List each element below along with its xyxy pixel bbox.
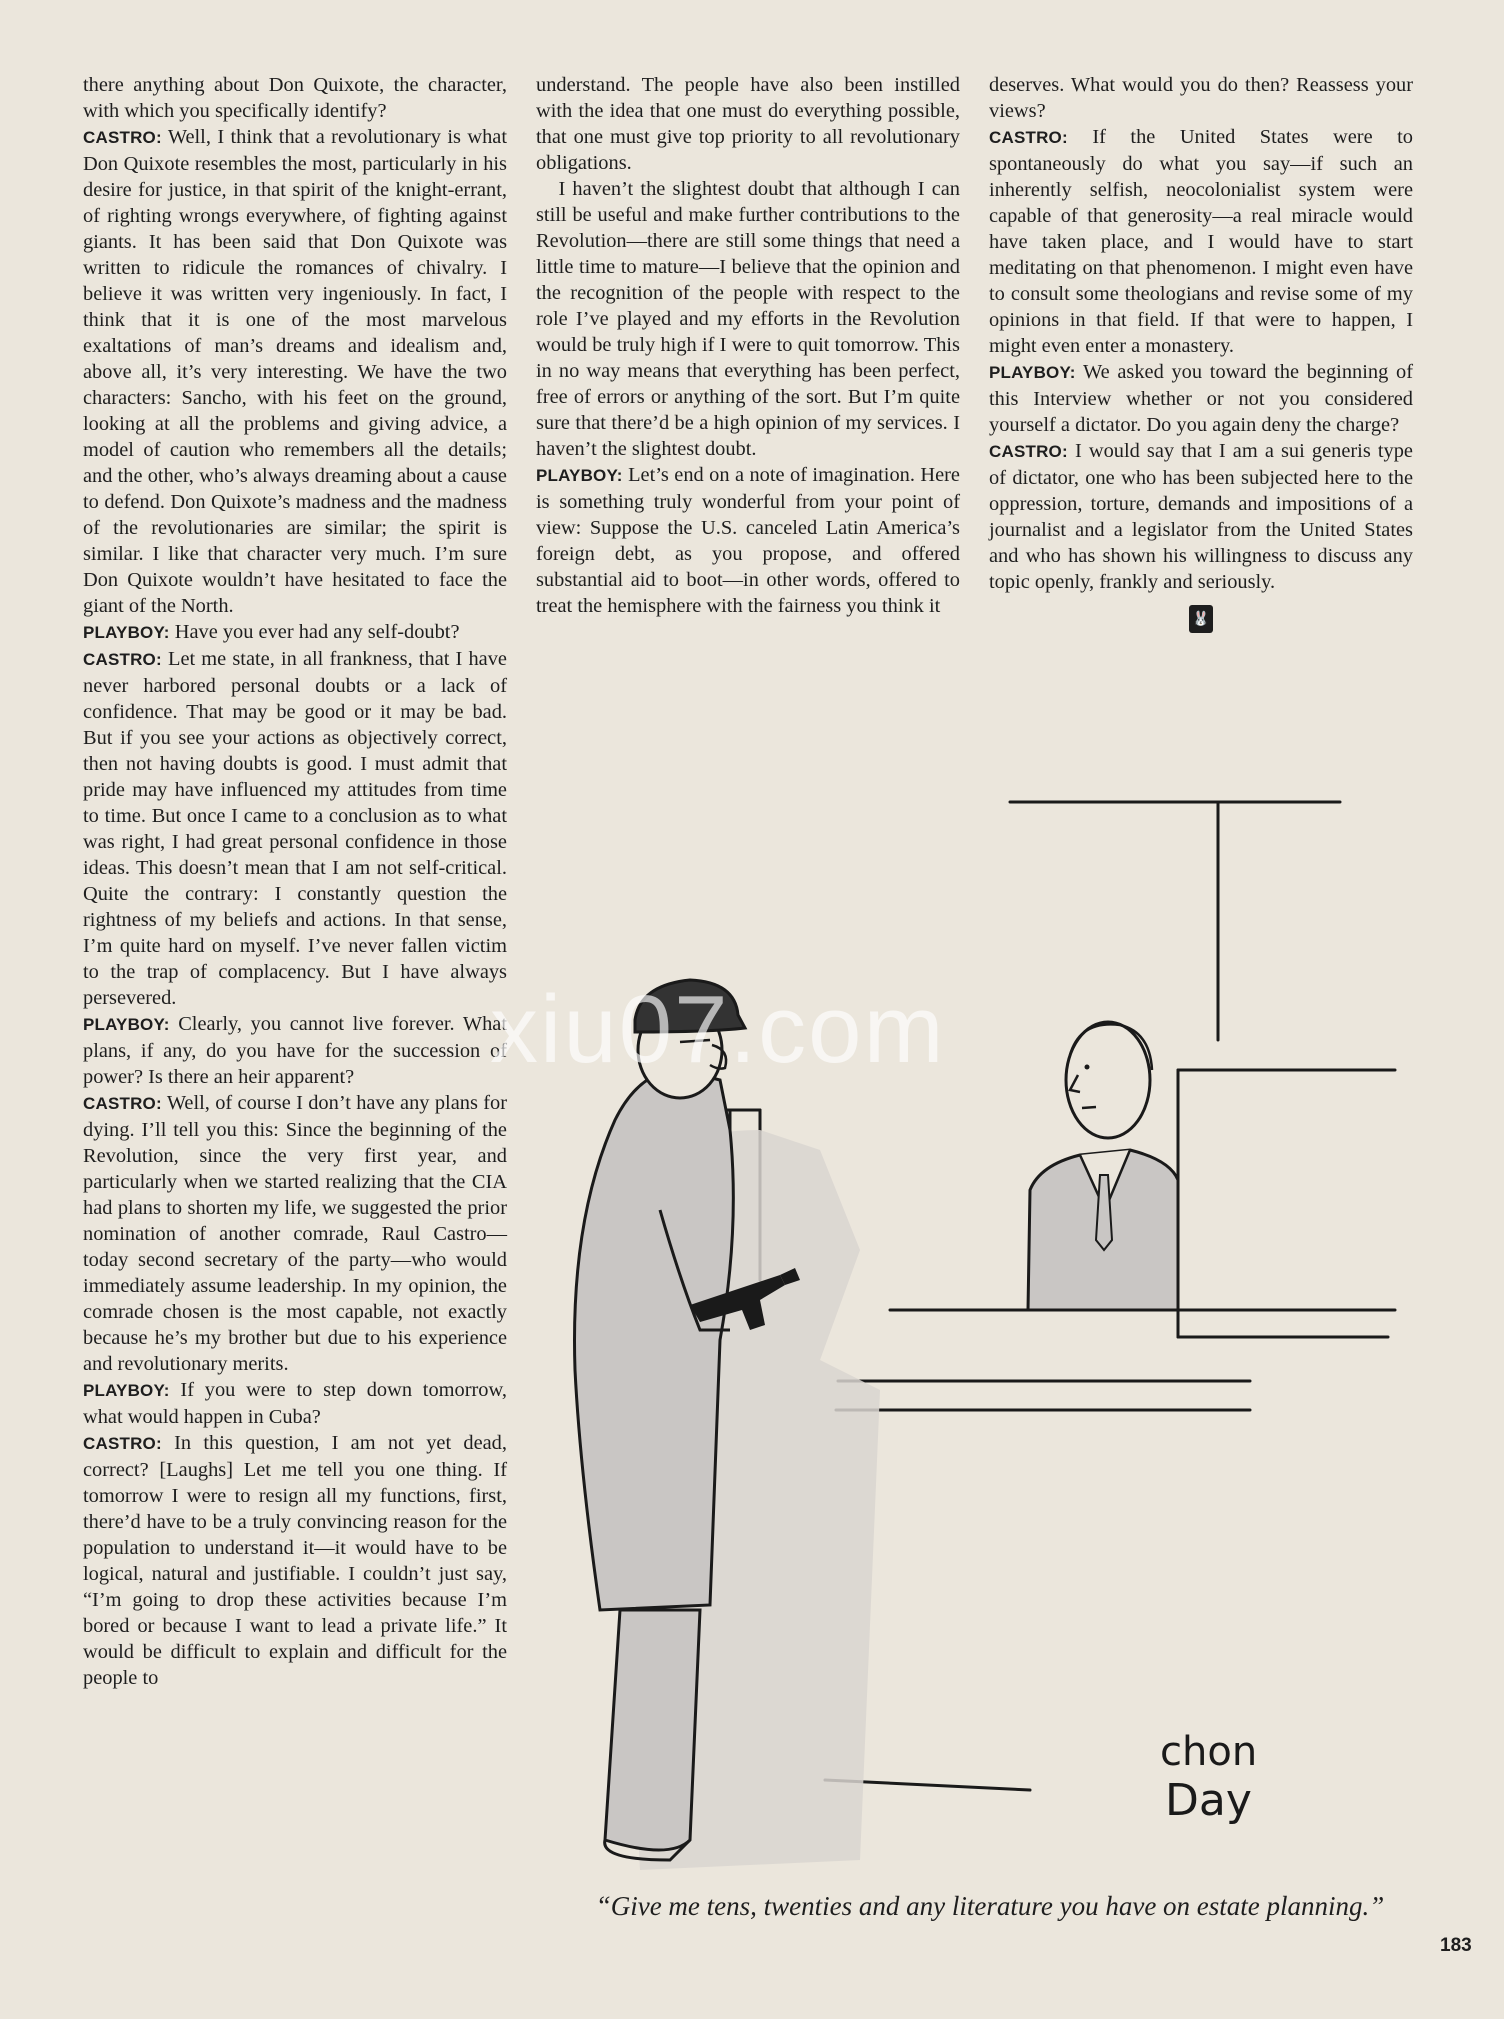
paragraph-text: I haven’t the slightest doubt that although I can still be useful and make further contributions to the Revolution—there are still some things that need a little time to mature—I believe that the opinion and the recognition of the people with respect to the role I’ve played and my efforts in the Revolution would be truly high if I were to quit tomorrow. This in no way means that everything has been perfect, free of errors or anything of the sort. But I’m quite sure that there’d be a high opinion of my services. I haven’t the slightest doubt. bbox=[536, 178, 960, 460]
paragraph-text: Well, of course I don’t have any plans for dying. I’ll tell you this: Since the beginning of the Revolution, since the very first year, and particularly when we started realizing that the CIA had plans to shorten my life, we suggested the prior nomination of another comrade, Raul Castro—today second secretary of the party—who would immediately assume leadership. In my opinion, the comrade chosen is the most capable, not exactly because he’s my brother but due to his experience and revolutionary merits. bbox=[83, 1092, 507, 1375]
page-number: 183 bbox=[1440, 1935, 1472, 1956]
teller-figure bbox=[1028, 1022, 1178, 1310]
paragraph bbox=[536, 176, 960, 462]
article-column-1 bbox=[83, 72, 507, 1691]
speaker-label: PLAYBOY: bbox=[989, 363, 1076, 382]
paragraph bbox=[989, 124, 1413, 359]
paragraph bbox=[536, 462, 960, 619]
paragraph-text: deserves. What would you do then? Reassess your views? bbox=[989, 74, 1413, 122]
paragraph bbox=[83, 1377, 507, 1430]
paragraph bbox=[83, 1090, 507, 1377]
speaker-label: CASTRO: bbox=[83, 128, 162, 147]
paragraph bbox=[83, 619, 507, 646]
paragraph-text: Have you ever had any self-doubt? bbox=[174, 621, 460, 643]
paragraph-text: I would say that I am a sui generis type of dictator, one who has been subjected here to the oppression, torture, demands and impositions of a journalist and a legislator from the United States and who has shown his willingness to discuss any topic openly, frankly and seriously. bbox=[989, 440, 1413, 593]
paragraph bbox=[83, 124, 507, 619]
speaker-label: CASTRO: bbox=[989, 442, 1068, 461]
speaker-label: CASTRO: bbox=[83, 1094, 162, 1113]
watermark: xiu07.com bbox=[490, 976, 946, 1083]
paragraph-text: If the United States were to spontaneously do what you say—if such an inherently selfish, neocolonialist system were capable of that generosity—a real miracle would have taken place, and I would have to start meditating on that phenomenon. I might even have to consult some theologians and revise some of my opinions in that field. If that were to happen, I might even enter a monastery. bbox=[989, 126, 1413, 357]
paragraph-text: understand. The people have also been instilled with the idea that one must do everything possible, that one must give top priority to all revolutionary obligations. bbox=[536, 74, 960, 174]
cartoon-illustration bbox=[560, 770, 1410, 1880]
paragraph bbox=[83, 1011, 507, 1090]
paragraph bbox=[536, 72, 960, 176]
article-column-3 bbox=[989, 72, 1413, 633]
speaker-label: PLAYBOY: bbox=[83, 1381, 170, 1400]
paragraph bbox=[83, 1430, 507, 1691]
paragraph-text: Let’s end on a note of imagination. Here is something truly wonderful from your point of view: Suppose the U.S. canceled Latin America’s foreign debt, as you propose, and offered substantial aid to boot—in other words, offered to treat the hemisphere with the fairness you think it bbox=[536, 464, 960, 617]
speaker-label: CASTRO: bbox=[989, 128, 1068, 147]
paragraph-text: Clearly, you cannot live forever. What plans, if any, do you have for the succession of power? Is there an heir apparent? bbox=[83, 1013, 507, 1088]
paragraph bbox=[83, 72, 507, 124]
paragraph-text: In this question, I am not yet dead, correct? [Laughs] Let me tell you one thing. If tomorrow I were to resign all my functions, first, there’d have to be a truly convincing reason for the population to understand it—it would have to be logical, natural and justifiable. I couldn’t just say, “I’m going to drop these activities because I’m bored or because I want to lead a private life.” It would be difficult to explain and difficult for the people to bbox=[83, 1432, 507, 1689]
paragraph bbox=[83, 646, 507, 1011]
paragraph bbox=[989, 438, 1413, 595]
speaker-label: PLAYBOY: bbox=[83, 1015, 170, 1034]
speaker-label: CASTRO: bbox=[83, 650, 162, 669]
cartoonist-signature-line2: Day bbox=[1165, 1775, 1252, 1826]
paragraph-text: Let me state, in all frankness, that I have never harbored personal doubts or a lack of confidence. That may be good or it may be bad. But if you see your actions as objectively correct, then not having doubts is good. I must admit that pride may have influenced my attitudes from time to time. But once I came to a conclusion as to what was right, I had great personal confidence in those ideas. This doesn’t mean that I am not self-critical. Quite the contrary: I constantly question the rightness of my beliefs and actions. In that sense, I’m quite hard on myself. I’ve never fallen victim to the trap of complacency. But I have always persevered. bbox=[83, 648, 507, 1009]
speaker-label: PLAYBOY: bbox=[83, 623, 170, 642]
column-3-paragraphs bbox=[989, 72, 1413, 595]
paragraph-text: We asked you toward the beginning of this Interview whether or not you considered yourself a dictator. Do you again deny the charge? bbox=[989, 361, 1413, 436]
playboy-end-mark-icon: 🐰 bbox=[1189, 605, 1213, 633]
paragraph-text: there anything about Don Quixote, the character, with which you specifically identify? bbox=[83, 74, 507, 122]
speaker-label: CASTRO: bbox=[83, 1434, 162, 1453]
cartoonist-signature-line1: chon bbox=[1160, 1729, 1258, 1775]
paragraph-text: Well, I think that a revolutionary is what Don Quixote resembles the most, particularly in his desire for justice, in that spirit of the knight-errant, of righting wrongs everywhere, of fighting against giants. It has been said that Don Quixote was written to ridicule the romances of chivalry. I believe it was written very ingeniously. In fact, I think that it is one of the most marvelous exaltations of man’s dreams and idealism and, above all, it’s very interesting. We have the two characters: Sancho, with his feet on the ground, looking at all the problems and giving advice, a model of caution who remembers all the details; and the other, who’s always dreaming about a cause to defend. Don Quixote’s madness and the madness of the revolutionaries are similar; the spirit is similar. I like that character very much. I’m sure Don Quixote wouldn’t have hesitated to face the giant of the North. bbox=[83, 126, 507, 617]
cartoon-caption: “Give me tens, twenties and any literature you have on estate planning.” bbox=[595, 1891, 1385, 1921]
speaker-label: PLAYBOY: bbox=[536, 466, 623, 485]
paragraph-text: If you were to step down tomorrow, what would happen in Cuba? bbox=[83, 1379, 508, 1428]
article-column-2 bbox=[536, 72, 960, 619]
paragraph bbox=[989, 72, 1413, 124]
paragraph bbox=[989, 359, 1413, 438]
